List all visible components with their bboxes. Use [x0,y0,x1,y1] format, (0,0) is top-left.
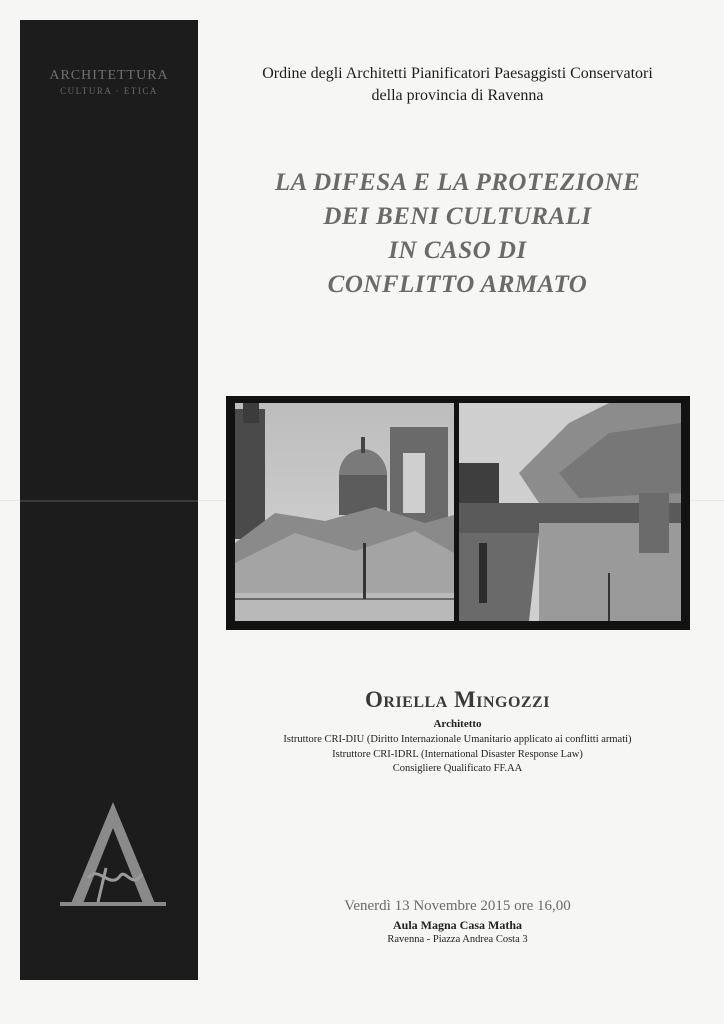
credit-line: Istruttore CRI-DIU (Diritto Internazionale Umanitario applicato ai conflitti armati) [283,734,632,745]
title-line: IN CASO DI [388,237,527,264]
band-title: ARCHITETTURA [49,68,169,83]
band-subtitle: CULTURA · ETICA [60,86,158,96]
organization-header [210,63,705,107]
band-crease [20,500,198,502]
photo-frame [226,396,690,630]
title-line: CONFLITTO ARMATO [327,271,588,298]
speaker-credits [210,733,705,777]
event-date: Venerdì 13 Novembre 2015 ore 16,00 [344,898,571,914]
architecture-a-logo-icon [58,798,168,910]
side-band [20,20,198,980]
event-title [210,166,705,302]
title-line: LA DIFESA E LA PROTEZIONE [274,169,641,196]
speaker-name: Oriella Mingozzi [365,687,550,712]
title-line: DEI BENI CULTURALI [323,203,592,230]
speaker-role: Architetto [433,718,482,730]
ruined-church-photo [235,403,454,621]
event-address: Ravenna - Piazza Andrea Costa 3 [387,934,528,945]
river-valley-photo [459,403,681,621]
event-venue: Aula Magna Casa Matha [392,918,522,932]
header-line-1: Ordine degli Architetti Pianificatori Paesaggisti Conservatori [262,65,653,82]
credit-line: Consigliere Qualificato FF.AA [392,763,523,774]
credit-line: Istruttore CRI-IDRL (International Disaster Response Law) [332,748,583,760]
header-line-2: della provincia di Ravenna [371,87,544,104]
